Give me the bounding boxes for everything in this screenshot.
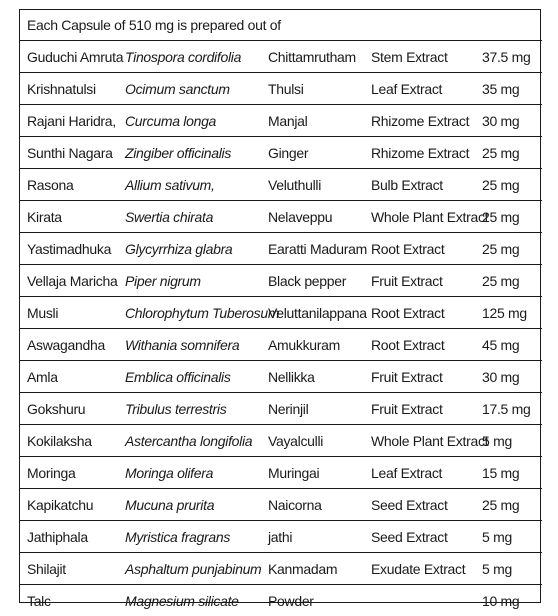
botanical-name-cell: Emblica officinalis [118, 361, 261, 393]
plant-part-cell: Leaf Extract [364, 457, 478, 489]
dose-cell: 5 mg [478, 521, 542, 553]
dose-cell: 17.5 mg [478, 393, 542, 425]
local-name-cell: Thulsi [261, 73, 364, 105]
dose-cell: 25 mg [478, 233, 542, 265]
sanskrit-name-cell: Jathiphala [20, 521, 118, 553]
plant-part-cell: Rhizome Extract [364, 137, 478, 169]
dose-cell: 25 mg [478, 169, 542, 201]
table-row [20, 425, 542, 457]
plant-part-cell: Root Extract [364, 297, 478, 329]
sanskrit-name-cell: Amla [20, 361, 118, 393]
botanical-name-cell: Moringa olifera [118, 457, 261, 489]
dose-cell: 25 mg [478, 201, 542, 233]
botanical-name-cell: Ocimum sanctum [118, 73, 261, 105]
table-row [20, 553, 542, 585]
sanskrit-name-cell: Aswagandha [20, 329, 118, 361]
ingredients-table-frame [19, 9, 541, 603]
local-name-cell: Veluttanilappana [261, 297, 364, 329]
local-name-cell: Chittamrutham [261, 41, 364, 73]
botanical-name-cell: Zingiber officinalis [118, 137, 261, 169]
table-row [20, 105, 542, 137]
dose-cell: 37.5 mg [478, 41, 542, 73]
plant-part-cell: Fruit Extract [364, 393, 478, 425]
botanical-name-cell: Chlorophytum Tuberosum [118, 297, 261, 329]
local-name-cell: Muringai [261, 457, 364, 489]
local-name-cell: Nerinjil [261, 393, 364, 425]
dose-cell: 15 mg [478, 457, 542, 489]
sanskrit-name-cell: Krishnatulsi [20, 73, 118, 105]
plant-part-cell: Fruit Extract [364, 265, 478, 297]
dose-cell: 25 mg [478, 489, 542, 521]
local-name-cell: Earatti Maduram [261, 233, 364, 265]
local-name-cell: Naicorna [261, 489, 364, 521]
botanical-name-cell: Asphaltum punjabinum [118, 553, 261, 585]
botanical-name-cell: Mucuna prurita [118, 489, 261, 521]
plant-part-cell: Leaf Extract [364, 73, 478, 105]
plant-part-cell [364, 585, 478, 616]
botanical-name-cell: Piper nigrum [118, 265, 261, 297]
local-name-cell: Powder [261, 585, 364, 616]
plant-part-cell: Whole Plant Extract [364, 425, 478, 457]
plant-part-cell: Fruit Extract [364, 361, 478, 393]
table-row [20, 201, 542, 233]
table-row [20, 585, 542, 616]
plant-part-cell: Bulb Extract [364, 169, 478, 201]
sanskrit-name-cell: Sunthi Nagara [20, 137, 118, 169]
dose-cell: 35 mg [478, 73, 542, 105]
sanskrit-name-cell: Kirata [20, 201, 118, 233]
local-name-cell: Manjal [261, 105, 364, 137]
botanical-name-cell: Allium sativum, [118, 169, 261, 201]
botanical-name-cell: Myristica fragrans [118, 521, 261, 553]
table-header-row [20, 10, 542, 41]
local-name-cell: Black pepper [261, 265, 364, 297]
dose-cell: 25 mg [478, 265, 542, 297]
sanskrit-name-cell: Rasona [20, 169, 118, 201]
dose-cell: 10 mg [478, 585, 542, 616]
plant-part-cell: Exudate Extract [364, 553, 478, 585]
botanical-name-cell: Withania somnifera [118, 329, 261, 361]
table-row [20, 137, 542, 169]
table-header: Each Capsule of 510 mg is prepared out of [20, 10, 542, 41]
local-name-cell: Vayalculli [261, 425, 364, 457]
table-row [20, 265, 542, 297]
sanskrit-name-cell: Kokilaksha [20, 425, 118, 457]
plant-part-cell: Root Extract [364, 329, 478, 361]
dose-cell: 25 mg [478, 137, 542, 169]
table-row [20, 329, 542, 361]
sanskrit-name-cell: Rajani Haridra, [20, 105, 118, 137]
sanskrit-name-cell: Musli [20, 297, 118, 329]
sanskrit-name-cell: Gokshuru [20, 393, 118, 425]
local-name-cell: jathi [261, 521, 364, 553]
local-name-cell: Amukkuram [261, 329, 364, 361]
dose-cell: 30 mg [478, 105, 542, 137]
local-name-cell: Veluthulli [261, 169, 364, 201]
botanical-name-cell: Magnesium silicate [118, 585, 261, 616]
botanical-name-cell: Tinospora cordifolia [118, 41, 261, 73]
table-row [20, 489, 542, 521]
table-row [20, 521, 542, 553]
sanskrit-name-cell: Kapikatchu [20, 489, 118, 521]
botanical-name-cell: Curcuma longa [118, 105, 261, 137]
table-row [20, 393, 542, 425]
sanskrit-name-cell: Moringa [20, 457, 118, 489]
ingredients-table [20, 10, 542, 616]
plant-part-cell: Whole Plant Extract [364, 201, 478, 233]
botanical-name-cell: Astercantha longifolia [118, 425, 261, 457]
plant-part-cell: Root Extract [364, 233, 478, 265]
local-name-cell: Nelaveppu [261, 201, 364, 233]
plant-part-cell: Rhizome Extract [364, 105, 478, 137]
table-row [20, 361, 542, 393]
table-row [20, 73, 542, 105]
sanskrit-name-cell: Shilajit [20, 553, 118, 585]
sanskrit-name-cell: Vellaja Maricha [20, 265, 118, 297]
sanskrit-name-cell: Talc [20, 585, 118, 616]
sanskrit-name-cell: Yastimadhuka [20, 233, 118, 265]
dose-cell: 5 mg [478, 425, 542, 457]
botanical-name-cell: Swertia chirata [118, 201, 261, 233]
dose-cell: 5 mg [478, 553, 542, 585]
local-name-cell: Kanmadam [261, 553, 364, 585]
plant-part-cell: Seed Extract [364, 489, 478, 521]
table-row [20, 41, 542, 73]
table-row [20, 457, 542, 489]
botanical-name-cell: Glycyrrhiza glabra [118, 233, 261, 265]
botanical-name-cell: Tribulus terrestris [118, 393, 261, 425]
table-row [20, 233, 542, 265]
plant-part-cell: Seed Extract [364, 521, 478, 553]
dose-cell: 30 mg [478, 361, 542, 393]
dose-cell: 125 mg [478, 297, 542, 329]
local-name-cell: Ginger [261, 137, 364, 169]
plant-part-cell: Stem Extract [364, 41, 478, 73]
table-row [20, 297, 542, 329]
local-name-cell: Nellikka [261, 361, 364, 393]
dose-cell: 45 mg [478, 329, 542, 361]
table-row [20, 169, 542, 201]
sanskrit-name-cell: Guduchi Amruta [20, 41, 118, 73]
